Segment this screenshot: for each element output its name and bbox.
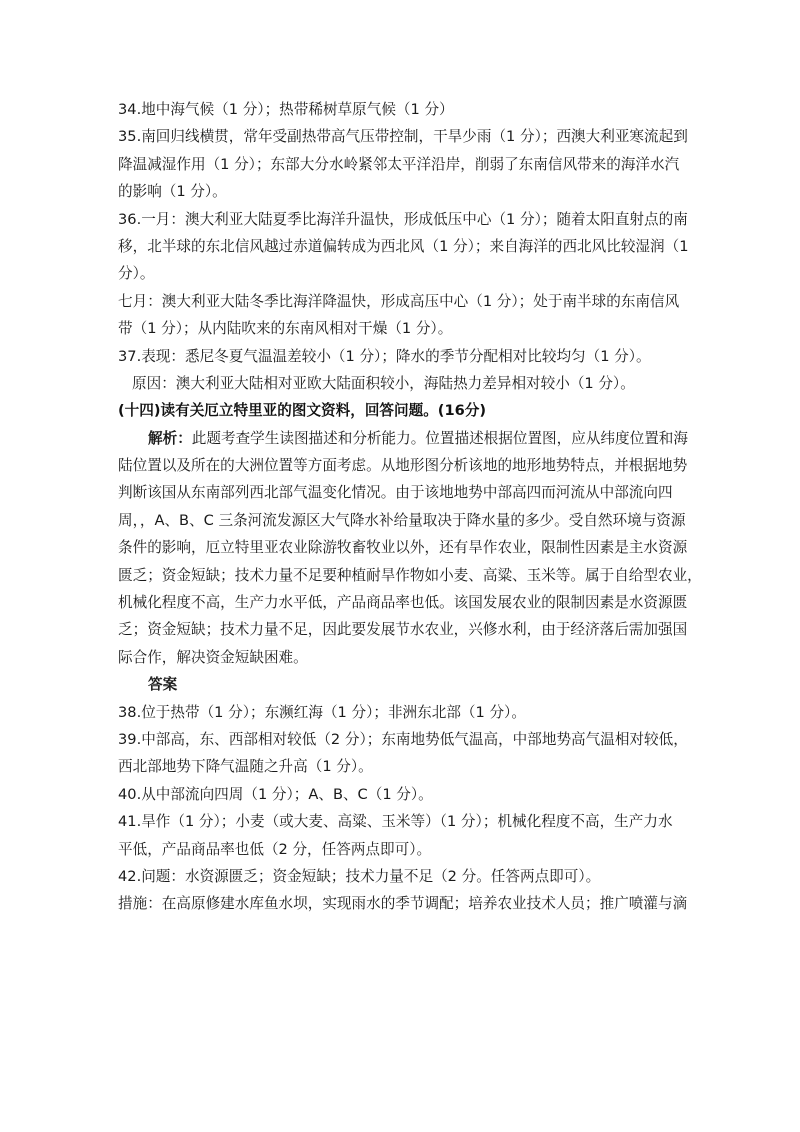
answer-35-line-1: 35.南回归线横贯，常年受副热带高气压带控制，干旱少雨（1 分）；西澳大利亚寒流起到 [118, 128, 688, 146]
analysis-line-4: 周，，A、B、C 三条河流发源区大气降水补给量取决于降水量的多少。受自然环境与资源 [118, 511, 686, 529]
section-14-title: (十四)读有关厄立特里亚的图文资料，回答问题。(16分) [118, 402, 487, 420]
answer-36-line-2: 移，北半球的东北信风越过赤道偏转成为西北风（1 分）；来自海洋的西北风比较湿润（1 [118, 237, 689, 255]
answer-36-july-line-2: 带（1 分）；从内陆吹来的东南风相对干燥（1 分）。 [118, 320, 453, 338]
answer-39-line-2: 西北部地势下降气温随之升高（1 分）。 [118, 758, 373, 776]
answer-34: 34.地中海气候（1 分）；热带稀树草原气候（1 分） [118, 101, 454, 118]
answer-heading: 答案 [148, 676, 178, 694]
answer-42-problem: 42.问题：水资源匮乏；资金短缺；技术力量不足（2 分。任答两点即可）。 [118, 867, 601, 885]
answer-36-july-line-1: 七月：澳大利亚大陆冬季比海洋降温快，形成高压中心（1 分）；处于南半球的东南信风 [118, 292, 680, 310]
answer-39-line-1: 39.中部高，东、西部相对较低（2 分）；东南地势低气温高，中部地势高气温相对较低， [118, 730, 688, 748]
analysis-line-1 [118, 425, 688, 452]
analysis-line-6: 匮乏；资金短缺；技术力量不足要种植耐旱作物如小麦、高粱、玉米等。属于自给型农业， [118, 566, 702, 584]
analysis-line-9: 际合作，解决资金短缺困难。 [118, 648, 308, 666]
answer-36-line-3: 分）。 [118, 265, 155, 283]
document-body [118, 96, 702, 918]
answer-37-performance: 37.表现：悉尼冬夏气温温差较小（1 分）；降水的季节分配相对比较均匀（1 分）。 [118, 347, 651, 365]
answer-40: 40.从中部流向四周（1 分）；A、B、C（1 分）。 [118, 785, 433, 803]
analysis-line-8: 乏；资金短缺；技术力量不足，因此要发展节水农业，兴修水利，由于经济落后需加强国 [118, 621, 688, 639]
answer-35-line-2: 降温减湿作用（1 分）；东部大分水岭紧邻太平洋沿岸，削弱了东南信风带来的海洋水汽 [118, 155, 680, 173]
analysis-label: 解析： [148, 429, 192, 447]
analysis-line-2: 陆位置以及所在的大洲位置等方面考虑。从地形图分析该地的地形地势特点，并根据地势 [118, 457, 688, 475]
answer-42-measures: 措施：在高原修建水库鱼水坝，实现雨水的季节调配；培养农业技术人员；推广喷灌与滴 [118, 895, 688, 913]
answer-36-line-1: 36.一月：澳大利亚大陆夏季比海洋升温快，形成低压中心（1 分）；随着太阳直射点的南 [118, 210, 688, 228]
answer-38: 38.位于热带（1 分）；东濒红海（1 分）；非洲东北部（1 分）。 [118, 703, 526, 721]
answer-41-line-1: 41.旱作（1 分）；小麦（或大麦、高粱、玉米等）（1 分）；机械化程度不高，生产力水 [118, 813, 673, 831]
analysis-line-7: 机械化程度不高，生产力水平低，产品商品率也低。该国发展农业的限制因素是水资源匮 [118, 594, 688, 612]
answer-35-line-3: 的影响（1 分）。 [118, 183, 227, 201]
analysis-line-5: 条件的影响，厄立特里亚农业除游牧畜牧业以外，还有旱作农业，限制性因素是主水资源 [118, 539, 688, 557]
analysis-line-3: 判断该国从东南部列西北部气温变化情况。由于该地地势中部高四而河流从中部流向四 [118, 484, 673, 502]
analysis-text-1: 此题考查学生读图描述和分析能力。位置描述根据位置图，应从纬度位置和海 [191, 429, 688, 447]
answer-37-reason: 原因：澳大利亚大陆相对亚欧大陆面积较小，海陆热力差异相对较小（1 分）。 [132, 374, 635, 392]
answer-41-line-2: 平低，产品商品率也低（2 分，任答两点即可）。 [118, 840, 432, 858]
